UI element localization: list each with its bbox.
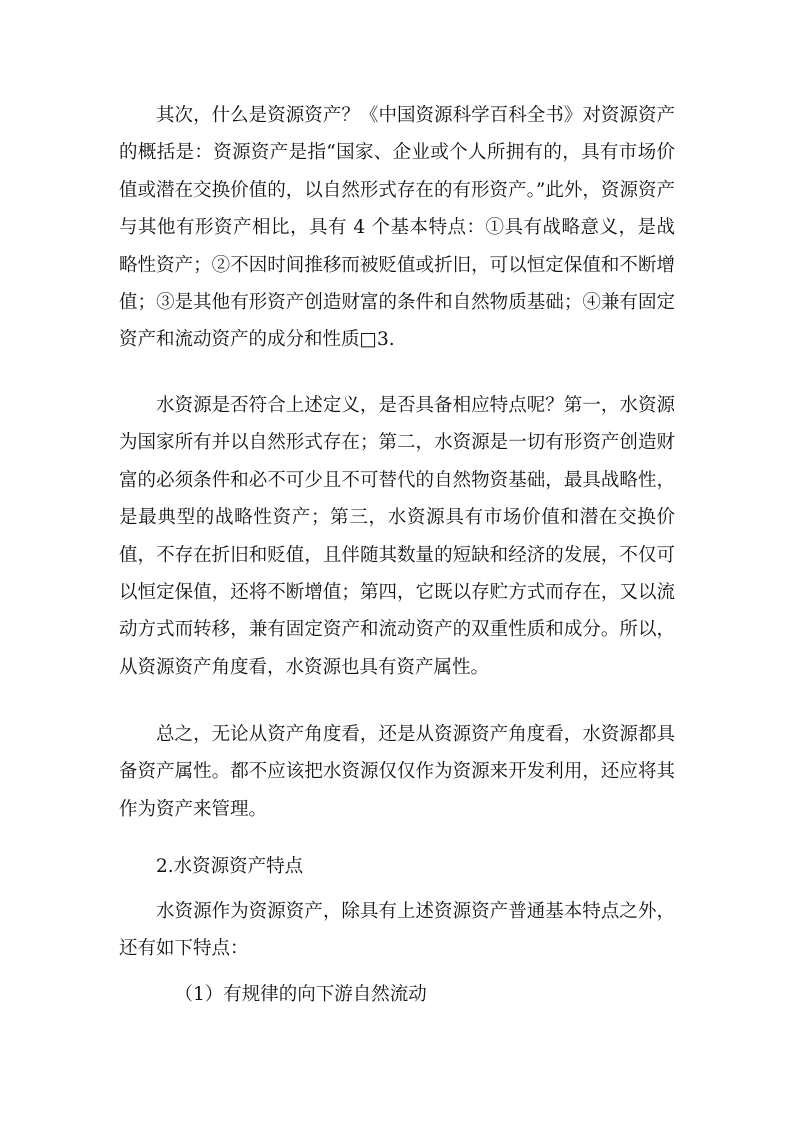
section-heading (119, 848, 675, 885)
paragraph-water-resource-features (119, 387, 675, 686)
paragraph-text: 总之，无论从资产角度看，还是从资源资产角度看，水资源都具备资产属性。都不应该把水资源仅仅作为资源来开发利用，还应将其作为资产来管理。 (119, 724, 675, 820)
paragraph-text: 水资源是否符合上述定义，是否具备相应特点呢？第一，水资源为国家所有并以自然形式存在；第二，水资源是一切有形资产创造财富的必须条件和必不可少且不可替代的自然物资基础，最具战略性，是最典型的战略性资产；第三，水资源具有市场价值和潜在交换价值，不存在折旧和贬值，且伴随其数量的短缺和经济的发展，不仅可以恒定保值，还将不断增值；第四，它既以存贮方式而存在，又以流动方式而转移，兼有固定资产和流动资产的双重性质和成分。所以，从资源资产角度看，水资源也具有资产属性。 (119, 395, 675, 678)
section-intro (119, 893, 675, 968)
paragraph-resource-asset-definition (119, 97, 675, 359)
section-heading-text: 2.水资源资产特点 (156, 856, 304, 877)
paragraph-conclusion (119, 716, 675, 828)
paragraph-text: 其次，什么是资源资产？《中国资源科学百科全书》对资源资产的概括是：资源资产是指“国家、企业或个人所拥有的，具有市场价值或潜在交换价值的，以自然形式存在的有形资产。”此外，资源资产与其他有形资产相比，具有 4 个基本特点：①具有战略意义，是战略性资产；②不因时间推移而被贬值或折旧，可以恒定保值和不断增值；③是其他有形资产创造财富的条件和自然物质基础；④兼有固定资产和流动资产的成分和性质□3. (119, 105, 675, 351)
section-intro-text: 水资源作为资源资产，除具有上述资源资产普通基本特点之外，还有如下特点： (119, 901, 675, 960)
sub-heading (119, 976, 675, 1013)
sub-heading-text: （1）有规律的向下游自然流动 (174, 984, 427, 1005)
